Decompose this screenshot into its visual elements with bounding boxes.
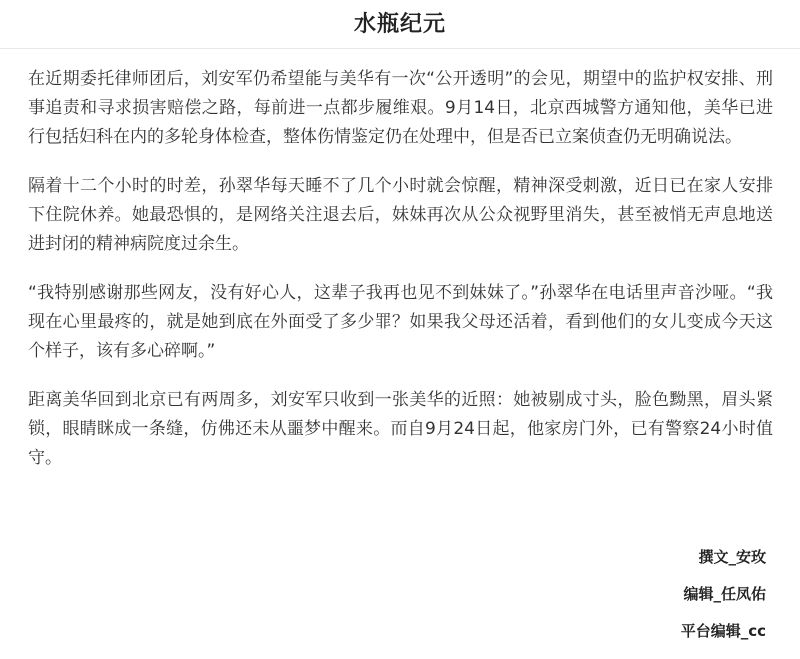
article-paragraph-3: “我特别感谢那些网友，没有好心人，这辈子我再也见不到妹妹了。”孙翠华在电话里声音沙哑。“我现在心里最疼的，就是她到底在外面受了多少罪？如果我父母还活着，看到他们的女儿变成今天这个样子，该有多心碎啊。” [28,283,773,361]
article-paragraph-4: 距离美华回到北京已有两周多，刘安军只收到一张美华的近照：她被剔成寸头，脸色黝黑，眉头紧锁，眼睛眯成一条缝，仿佛还未从噩梦中醒来。而自9月24日起，他家房门外，已有警察24小时值守。 [28,390,773,468]
credit-platform-editor: 平台编辑_cc [680,622,766,640]
credit-writer: 撰文_安玫 [698,548,766,566]
credit-editor: 编辑_任凤佑 [683,585,766,603]
page-title: 水瓶纪元 [353,12,446,37]
article-credits [681,548,766,659]
article-body [28,65,773,493]
page-header [0,0,800,49]
article-paragraph-1: 在近期委托律师团后，刘安军仍希望能与美华有一次“公开透明”的会见，期望中的监护权安排、刑事追责和寻求损害赔偿之路，每前进一点都步履维艰。9月14日，北京西城警方通知他，美华已进行包括妇科在内的多轮身体检查，整体伤情鉴定仍在处理中，但是否已立案侦查仍无明确说法。 [28,69,773,147]
article-paragraph-2: 隔着十二个小时的时差，孙翠华每天睡不了几个小时就会惊醒，精神深受刺激，近日已在家人安排下住院休养。她最恐惧的，是网络关注退去后，妹妹再次从公众视野里消失，甚至被悄无声息地送进封闭的精神病院度过余生。 [28,176,773,254]
